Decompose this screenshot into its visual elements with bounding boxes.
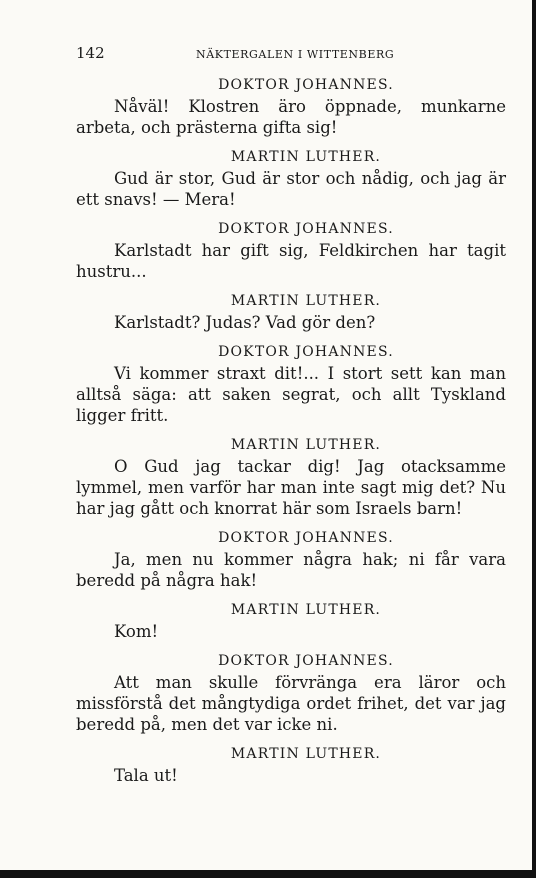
speech-text (76, 240, 506, 282)
speech-text (76, 168, 506, 210)
speech-text (76, 363, 506, 426)
book-page (76, 44, 506, 794)
page-edge-bottom (0, 870, 536, 878)
speaker-name: DOKTOR JOHANNES. (218, 653, 394, 669)
speaker-name: DOKTOR JOHANNES. (218, 530, 394, 546)
speech-paragraph: Gud är stor, Gud är stor och nådig, och jag är ett snavs! — Mera! (76, 169, 506, 209)
speech-paragraph: Ja, men nu kommer några hak; ni får vara beredd på några hak! (76, 550, 506, 590)
speech-paragraph: O Gud jag tackar dig! Jag otacksamme lymmel, men varför har man inte sagt mig det? Nu har jag gått och knorrat här som Israels barn! (76, 457, 506, 518)
speaker-name: MARTIN LUTHER. (230, 149, 382, 165)
speaker-name: MARTIN LUTHER. (230, 602, 382, 618)
speaker-name: MARTIN LUTHER. (230, 437, 382, 453)
speech-text (76, 456, 506, 519)
page-header (76, 44, 506, 66)
running-title: NÄKTERGALEN I WITTENBERG (196, 48, 395, 61)
speech-paragraph: Karlstadt har gift sig, Feldkirchen har tagit hustru... (76, 241, 506, 281)
speech-text: Kom! (114, 622, 159, 641)
speech-text: Tala ut! (114, 766, 178, 785)
speech-paragraph: Vi kommer straxt dit!... I stort sett kan man alltså säga: att saken segrat, och allt Tyskland ligger fritt. (76, 364, 506, 425)
speech-text (76, 672, 506, 735)
speaker-name: MARTIN LUTHER. (230, 293, 382, 309)
speech-text (76, 549, 506, 591)
speech-text (76, 96, 506, 138)
page-number: 142 (76, 44, 105, 62)
speech-paragraph: Att man skulle förvränga era läror och missförstå det mångtydiga ordet frihet, det var jag beredd på, men det var icke ni. (76, 673, 506, 734)
speaker-name: DOKTOR JOHANNES. (218, 344, 394, 360)
speaker-name: MARTIN LUTHER. (230, 746, 382, 762)
speech-paragraph: Nåväl! Klostren äro öppnade, munkarne arbeta, och prästerna gifta sig! (76, 97, 506, 137)
speech-text: Karlstadt? Judas? Vad gör den? (114, 313, 376, 332)
speaker-name: DOKTOR JOHANNES. (218, 77, 394, 93)
speaker-name: DOKTOR JOHANNES. (218, 221, 394, 237)
page-edge-right (532, 0, 536, 878)
